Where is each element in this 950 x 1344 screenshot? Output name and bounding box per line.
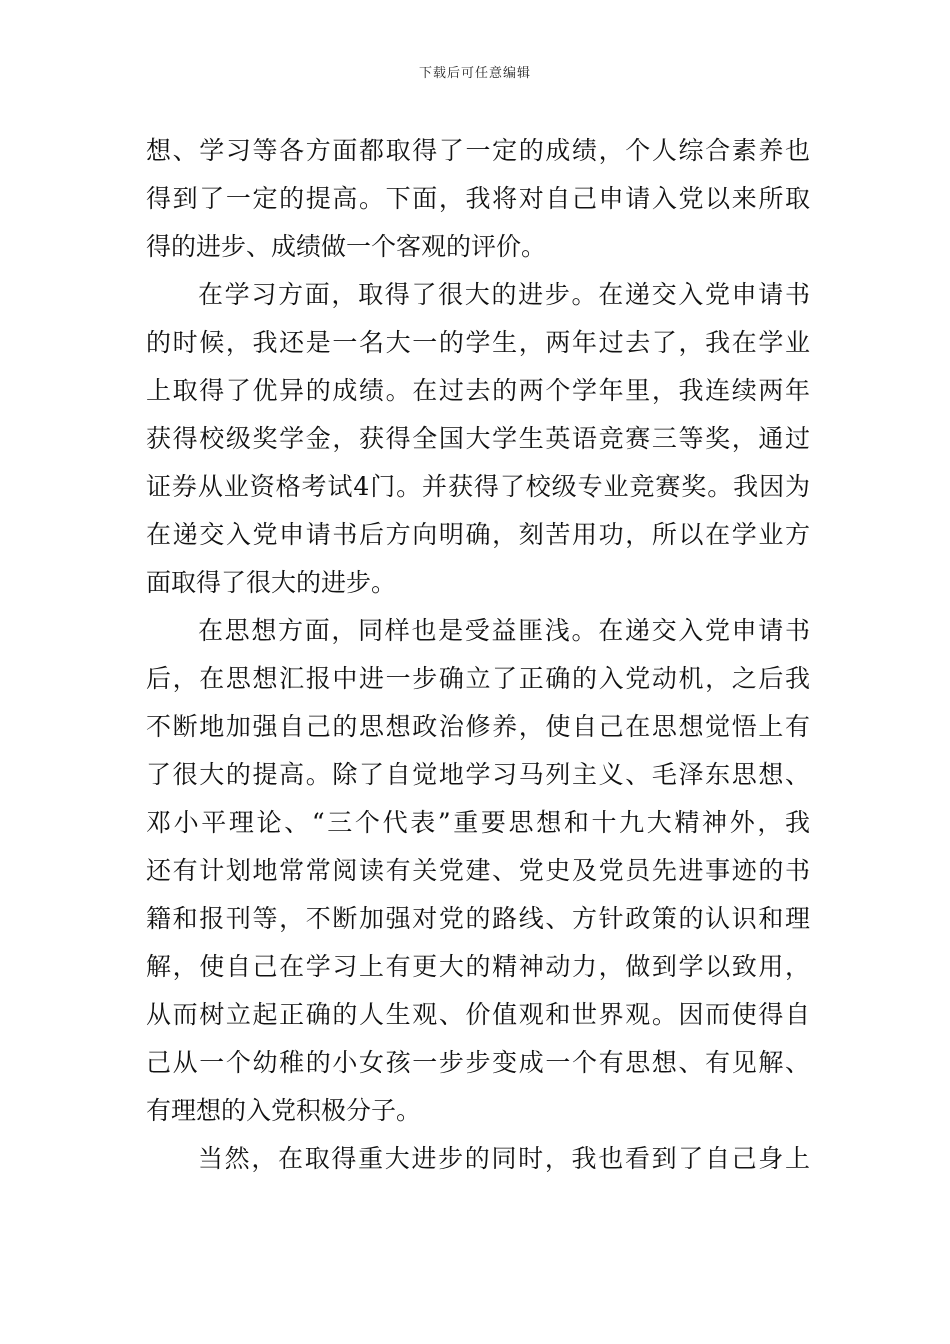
text-line: 籍和报刊等，不断加强对党的路线、方针政策的认识和理 <box>146 904 810 933</box>
text-line: 不断地加强自己的思想政治修养，使自己在思想觉悟上有 <box>146 712 810 741</box>
text-line: 从而树立起正确的人生观、价值观和世界观。因而使得自 <box>146 1000 810 1029</box>
text-line: 己从一个幼稚的小女孩一步步变成一个有思想、有见解、 <box>146 1048 810 1077</box>
text-line: 想、学习等各方面都取得了一定的成绩，个人综合素养也 <box>146 136 810 165</box>
text-line: 得到了一定的提高。下面，我将对自己申请入党以来所取 <box>146 184 810 213</box>
text-line: 的时候，我还是一名大一的学生，两年过去了，我在学业 <box>146 328 810 357</box>
text-line: 在递交入党申请书后方向明确，刻苦用功，所以在学业方 <box>146 520 810 549</box>
text-line: 上取得了优异的成绩。在过去的两个学年里，我连续两年 <box>146 376 810 405</box>
text-line: 当然，在取得重大进步的同时，我也看到了自己身上 <box>198 1144 810 1173</box>
text-line: 后，在思想汇报中进一步确立了正确的入党动机，之后我 <box>146 664 810 693</box>
text-line: 了很大的提高。除了自觉地学习马列主义、毛泽东思想、 <box>146 760 810 789</box>
document-body <box>146 127 810 1183</box>
text-line: 邓小平理论、“三个代表”重要思想和十九大精神外，我 <box>146 808 810 837</box>
text-line: 获得校级奖学金，获得全国大学生英语竞赛三等奖，通过 <box>146 424 810 453</box>
header-note: 下载后可任意编辑 <box>418 66 531 81</box>
text-line: 证券从业资格考试4门。并获得了校级专业竞赛奖。我因为 <box>146 472 810 501</box>
text-line: 有理想的入党积极分子。 <box>146 1096 422 1125</box>
text-line: 在思想方面，同样也是受益匪浅。在递交入党申请书 <box>198 616 810 645</box>
text-line: 得的进步、成绩做一个客观的评价。 <box>146 232 547 261</box>
text-line: 在学习方面，取得了很大的进步。在递交入党申请书 <box>198 280 810 309</box>
text-line: 面取得了很大的进步。 <box>146 568 397 597</box>
text-line: 解，使自己在学习上有更大的精神动力，做到学以致用， <box>146 952 810 981</box>
text-line: 还有计划地常常阅读有关党建、党史及党员先进事迹的书 <box>146 856 810 885</box>
